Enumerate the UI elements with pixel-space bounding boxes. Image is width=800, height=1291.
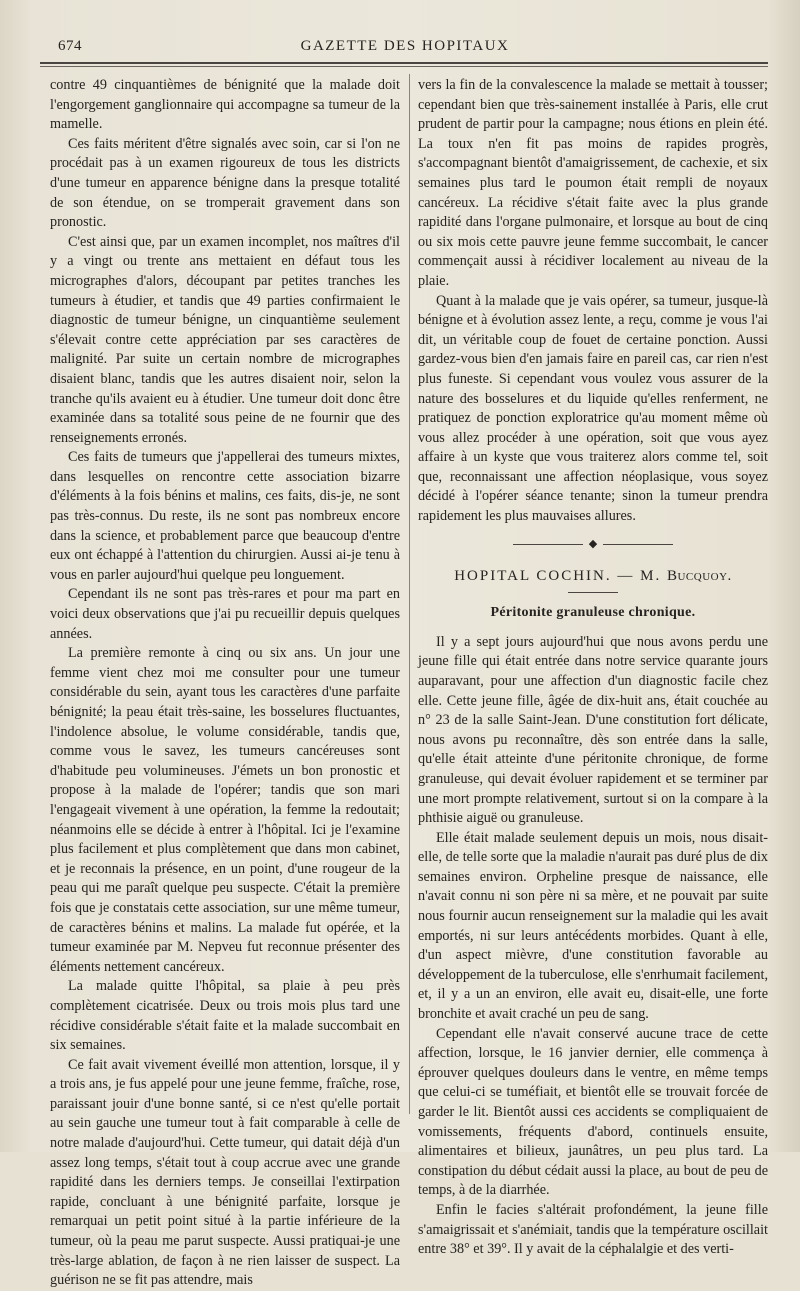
section-heading bbox=[418, 567, 768, 587]
paragraph: La première remonte à cinq ou six ans. Un jour une femme vient chez moi me consulter pour une tumeur considérable du sein, ayant tous les caractères d'une parfaite bénignité; la peau était très-saine, les bosselures fluctuantes, l'indolence absolue, le volume considérable, tandis que, comme vous le savez, les tumeurs cancéreuses sont d'habitude peu volumineuses. J'émets un bon pronostic et propose à la malade de l'opérer; tandis que son mari l'engageait vivement à une opération, la femme la redoutait; néanmoins elle se décide à entrer à l'hôpital. Ici je l'examine plus facilement et plus complètement que dans mon cabinet, et je reconnais la présence, en un point, d'une rougeur de la peau qui me paraît quelque peu suspecte. C'était la première fois que je constatais cette association, sur une même tumeur, de caractères bénins et malins. La malade fut opérée, et la tumeur examinée par M. Nepveu fut reconnue présenter des éléments nettement cancéreux. bbox=[50, 645, 400, 975]
paragraph: Ces faits méritent d'être signalés avec soin, car si l'on ne procédait pas à un examen rigoureux de tous les districts d'une tumeur en apparence bénigne dans la presque totalité de son étendue, on se tromperait gravement dans son pronostic. bbox=[50, 135, 400, 231]
heading-dash: — M. bbox=[611, 567, 667, 584]
right-column-top bbox=[418, 76, 768, 527]
right-column-bottom bbox=[418, 633, 768, 1260]
paragraph: Ce fait avait vivement éveillé mon attention, lorsque, il y a trois ans, je fus appelé pour une jeune femme, fraîche, rose, paraissant jouir d'une bonne santé, si ce n'est qu'elle portait au sein gauche une tumeur tout à fait comparable à celle de notre malade d'aujourd'hui. Cette tumeur, qui datait déjà d'un assez long temps, s'était tout à coup accrue avec une grande rapidité dans les derniers temps. Je conseillai l'extirpation rapide, concluant à une bénignité parfaite, lorsque je remarquai un petit point situé à la partie inférieure de la tumeur, où la peau me parut suspecte. Aussi pratiquai-je une très-large ablation, de façon à ne rien laisser de suspect. La guérison ne se fit pas attendre, mais bbox=[50, 1056, 400, 1289]
paragraph: Enfin le facies s'altérait profondément, la jeune fille s'amaigrissait et s'anémiait, tandis que la température oscillait entre 38° et 39°. Il y avait de la céphalalgie et des verti- bbox=[418, 1201, 768, 1258]
paragraph: Elle était malade seulement depuis un mois, nous disait-elle, de telle sorte que la maladie n'aurait pas duré plus de dix semaines environ. Orpheline presque de naissance, elle n'avait connu ni son père ni sa mère, et ne pouvait par suite nous fournir aucun renseignement sur la maladie qui les avait emportés, ni sur leurs antécédents morbides. Quant à elle, d'un aspect mièvre, d'une constitution favorable au développement de la tuberculose, elle s'enrhumait facilement, et, il y a un an environ, elle avait eu, disait-elle, une forte bronchite et avait craché un peu de sang. bbox=[418, 829, 769, 1023]
paragraph: Cependant elle n'avait conservé aucune trace de cette affection, lorsque, le 16 janvier dernier, elle commença à éprouver quelques douleurs dans le ventre, en même temps que celui-ci se tuméfiait, et bientôt elle se trouvait forcée de garder le lit. Bientôt aussi ces accidents se compliquaient de vomissements, fréquents d'abord, continuels ensuite, alimentaires et bilieux, jaunâtres, un peu plus tard. La constipation du début cédait aussi la place, au bout de peu de temps, à de la diarrhée. bbox=[418, 1025, 768, 1199]
header-rule-thin bbox=[40, 66, 768, 67]
heading-rule bbox=[568, 592, 618, 593]
left-column bbox=[50, 76, 400, 1291]
paragraph: La malade quitte l'hôpital, sa plaie à peu près complètement cicatrisée. Deux ou trois mois plus tard une récidive considérable s'était faite et la malade succombait en six semaines. bbox=[50, 978, 400, 1054]
paragraph: Cependant ils ne sont pas très-rares et pour ma part en voici deux observations que j'ai pu recueillir depuis quelques années. bbox=[50, 586, 400, 642]
page-header bbox=[40, 36, 770, 58]
paragraph: contre 49 cinquantièmes de bénignité que la malade doit l'engorgement ganglionnaire qui accompagne sa tumeur de la mamelle. bbox=[50, 77, 400, 133]
section-ornament: ◆ bbox=[418, 535, 768, 555]
paragraph: vers la fin de la convalescence la malade se mettait à tousser; cependant bien que très-sainement installée à Paris, elle crut prudent de partir pour la campagne; nous étions en plein été. La toux n'en fit pas moins de rapides progrès, s'accompagnant bientôt d'amaigrissement, de cachexie, et six semaines plus tard le poumon était rempli de noyaux cancéreux. La récidive s'était faite avec la plus grande rapidité dans l'organe pulmonaire, et lorsque au bout de cinq ou six mois cette pauvre jeune femme succombait, le cancer commençait aussi à récidiver localement au niveau de la plaie. bbox=[418, 77, 768, 289]
paragraph: C'est ainsi que, par un examen incomplet, nos maîtres d'il y a vingt ou trente ans mettaient en défaut tous les micrographes d'alors, découpant par petites tranches les tumeurs à étudier, et tandis que 49 parties confirmaient le diagnostic de tumeur bénigne, un cinquantième seulement s'élevait contre cette appréciation par ses caractères de malignité. Par suite un certain nombre de micrographes disaient blanc, tandis que les autres disaient noir, selon la tranche qu'ils avaient eu à étudier. Une tumeur doit donc être examinée dans sa totalité sous peine de ne fournir que des renseignements erronés. bbox=[50, 233, 400, 446]
author-name: Bucquoy. bbox=[666, 567, 732, 584]
hospital-name: HOPITAL COCHIN. bbox=[454, 567, 612, 584]
paragraph: Il y a sept jours aujourd'hui que nous avons perdu une jeune fille qui était entrée dans notre service quarante jours auparavant, pour une affection d'un diagnostic facile chez elle. Cette jeune fille, âgée de dix-huit ans, était couchée au n° 23 de la salle Saint-Jean. D'une constitution fort délicate, nous avons pu reconnaître, dès son entrée dans la salle, qu'elle était atteinte d'une péritonite chronique, de forme granuleuse, qui devait évoluer rapidement et se terminer par une mort prompte relativement, surtout si on la compare à la phthisie aiguë ou granuleuse. bbox=[418, 633, 768, 827]
right-column bbox=[418, 76, 768, 1260]
running-title: GAZETTE DES HOPITAUX bbox=[300, 38, 510, 54]
paragraph: Quant à la malade que je vais opérer, sa tumeur, jusque-là bénigne et à évolution assez lente, a reçu, comme je vous l'ai dit, un véritable coup de fouet de certaine ponction. Aussi gardez-vous bien d'en jamais faire en pareil cas, car rien n'est plus funeste. Si cependant vous voulez vous assurer de la nature des bosselures et du liquide qu'elles renferment, ne pratiquez de ponction exploratrice qu'au moment même où vous allez procéder à une opération, soit que vous ayez affaire à un kyste que vous traiterez alors comme tel, soit que, reconnaissant une affection néoplasique, vous soyez décidé à l'opérer séance tenante; sinon la tumeur prendra rapidement les plus mauvaises allures. bbox=[418, 292, 768, 525]
article-subtitle: Péritonite granuleuse chronique. bbox=[490, 605, 696, 621]
paragraph: Ces faits de tumeurs que j'appellerai des tumeurs mixtes, dans lesquelles on rencontre cette association bizarre d'éléments à la fois bénins et malins, ces faits, dis-je, ne sont pas très-connus. Du reste, ils ne sont pas nombreux encore dans la science, et probablement parce que beaucoup d'entre eux ont échappé à l'attention du chirurgien. Aussi ai-je tenu à vous en parler aujourd'hui quelque peu longuement. bbox=[50, 449, 400, 583]
page-number: 674 bbox=[58, 38, 82, 54]
header-rule bbox=[40, 62, 768, 64]
column-divider bbox=[409, 74, 410, 1114]
